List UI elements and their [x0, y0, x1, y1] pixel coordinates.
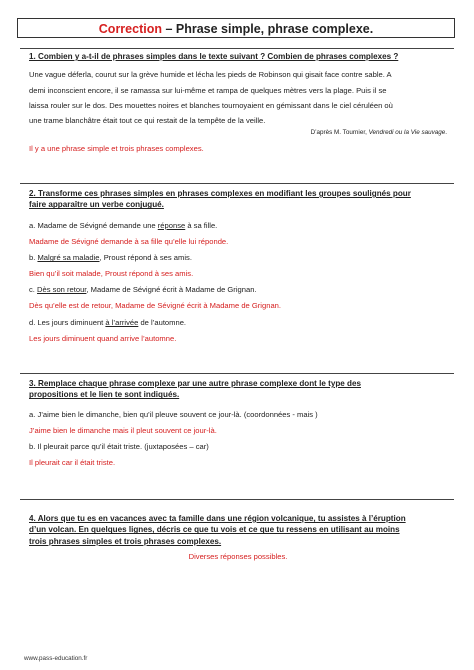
question-2-block [29, 188, 447, 347]
title-correction: Correction [98, 22, 162, 36]
item-2c: c. Dès son retour, Madame de Sévigné écrit à Madame de Grignan. [29, 285, 257, 295]
question-3-block [29, 378, 447, 471]
question-1-answer: Il y a une phrase simple et trois phrases complexes. [29, 143, 204, 153]
question-4-block [29, 513, 447, 562]
divider-2 [20, 183, 454, 184]
question-1-block [29, 51, 447, 154]
item-2a: a. Madame de Sévigné demande une réponse à sa fille. [29, 220, 218, 230]
question-1-text: 1. Combien y a-t-il de phrases simples dans le texte suivant ? Combien de phrases complexes ? [29, 52, 399, 61]
passage-source: D’après M. Tournier, Vendredi ou la Vie sauvage. [310, 128, 447, 136]
question-1-passage: Une vague déferla, courut sur la grève humide et lécha les pieds de Robinson qui gisait face contre sable. A demi inconscient encore, il se ramassa sur lui-même et rampa de quelques mètres vers la plage. Puis il se laissa rouler sur le dos. Des mouettes noires et blanches tournoyaient en gémissant dans le ciel céruléen où une trame blanchâtre était tout ce qui restait de la tempête de la veille. [29, 70, 393, 125]
question-4-answer: Diverses réponses possibles. [188, 552, 288, 562]
question-4-text: 4. Alors que tu es en vacances avec ta famille dans une région volcanique, tu assistes à l’éruption d’un volcan. En quelques lignes, décris ce que tu vois et ce que tu ressens en utilisant au moins trois phrases simples et trois phrases complexes. [29, 514, 406, 546]
footer-url: www.pass-education.fr [24, 655, 88, 662]
item-2b: b. Malgré sa maladie, Proust répond à ses amis. [29, 253, 192, 263]
item-3b: b. Il pleurait parce qu’il était triste. (juxtaposées – car) [29, 442, 209, 452]
answer-2a: Madame de Sévigné demande à sa fille qu’elle lui réponde. [29, 237, 229, 247]
divider-1 [20, 48, 454, 49]
question-2-text: 2. Transforme ces phrases simples en phrases complexes en modifiant les groupes soulignés pour faire apparaître un verbe conjugué. [29, 189, 411, 210]
divider-3 [20, 373, 454, 374]
answer-3b: Il pleurait car il était triste. [29, 458, 116, 468]
item-3a: a. J’aime bien le dimanche, bien qu’il pleuve souvent ce jour-là. (coordonnées - mais ) [29, 409, 318, 419]
answer-2d: Les jours diminuent quand arrive l’automne. [29, 333, 177, 343]
question-3-text: 3. Remplace chaque phrase complexe par une autre phrase complexe dont le type des propositions et le lien te sont indiqués. [29, 379, 361, 400]
divider-4 [20, 499, 454, 500]
answer-2c: Dès qu’elle est de retour, Madame de Sévigné écrit à Madame de Grignan. [29, 301, 281, 311]
title-box [17, 18, 455, 38]
answer-2b: Bien qu’il soit malade, Proust répond à ses amis. [29, 269, 194, 279]
title-text: – Phrase simple, phrase complexe. [161, 22, 374, 36]
answer-3a: J’aime bien le dimanche mais il pleut souvent ce jour-là. [29, 426, 217, 436]
item-2d: d. Les jours diminuent à l’arrivée de l’automne. [29, 317, 187, 327]
